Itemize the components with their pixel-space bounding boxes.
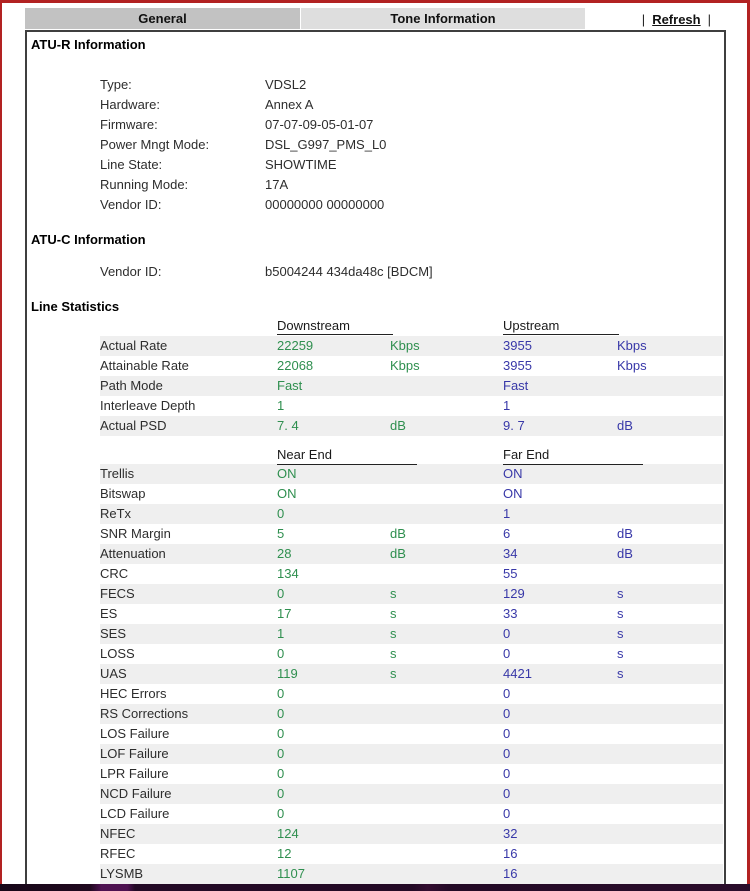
stat-unit-b: s <box>617 626 624 641</box>
stat-unit-b <box>617 864 723 884</box>
stat-unit-b: s <box>617 666 624 681</box>
stat-unit-b: s <box>617 606 624 621</box>
stat-value-a: 1 <box>277 398 285 413</box>
stat-label: RFEC <box>100 846 136 861</box>
far-end-column-header: Far End <box>503 446 723 465</box>
refresh-area <box>635 10 718 30</box>
atuc-info-block <box>27 262 724 282</box>
stat-unit-b <box>617 504 723 524</box>
stat-value-b: 0 <box>503 626 511 641</box>
stat-unit-a <box>390 864 503 884</box>
info-value: VDSL2 <box>265 77 307 92</box>
stat-value-b: 0 <box>503 746 511 761</box>
stat-row <box>100 356 723 376</box>
stat-unit-a: s <box>390 626 397 641</box>
stat-unit-a: s <box>390 666 397 681</box>
stat-value-b: 0 <box>503 766 511 781</box>
stat-row <box>100 644 723 664</box>
stat-unit-a: s <box>390 606 397 621</box>
stat-unit-b <box>617 804 723 824</box>
stat-unit-b <box>617 824 723 844</box>
stat-label: Attenuation <box>100 546 166 561</box>
stat-value-b: 0 <box>503 686 511 701</box>
bottom-bar <box>0 884 750 891</box>
stat-row <box>100 844 723 864</box>
stat-unit-a <box>390 824 503 844</box>
near-far-end-table <box>27 464 724 884</box>
info-label: Hardware: <box>100 97 160 112</box>
stat-label: LYSMB <box>100 866 144 881</box>
stat-unit-b <box>617 396 723 416</box>
stat-label: HEC Errors <box>100 686 167 701</box>
info-value: b5004244 434da48c [BDCM] <box>265 264 433 279</box>
stat-value-b: 55 <box>503 566 518 581</box>
frame-left-border <box>0 3 2 884</box>
stat-row <box>100 824 723 844</box>
upstream-column-header: Upstream <box>503 316 723 336</box>
stat-value-b: 34 <box>503 546 518 561</box>
stat-unit-a <box>390 704 503 724</box>
stat-label: FECS <box>100 586 135 601</box>
stat-unit-a: s <box>390 586 397 601</box>
stat-row <box>100 724 723 744</box>
stat-value-a: 12 <box>277 846 292 861</box>
stat-value-b: Fast <box>503 378 529 393</box>
stat-row <box>100 624 723 644</box>
stat-value-a: 0 <box>277 746 285 761</box>
info-label: Type: <box>100 77 132 92</box>
stat-value-a: 22068 <box>277 358 314 373</box>
stat-row <box>100 784 723 804</box>
stat-value-a: 0 <box>277 726 285 741</box>
stat-unit-b <box>617 784 723 804</box>
stat-value-b: 16 <box>503 846 518 861</box>
stat-value-b: 0 <box>503 726 511 741</box>
stat-label: ES <box>100 606 118 621</box>
stat-label: Path Mode <box>100 378 163 393</box>
stat-unit-b: dB <box>617 546 633 561</box>
stat-unit-b <box>617 844 723 864</box>
stat-unit-a: dB <box>390 418 406 433</box>
stat-unit-a <box>390 396 503 416</box>
stat-value-b: 0 <box>503 806 511 821</box>
stat-value-a: 1 <box>277 626 285 641</box>
table2-header-row <box>100 446 723 464</box>
stat-unit-b: s <box>617 586 624 601</box>
stat-unit-b <box>617 564 723 584</box>
stat-unit-a <box>390 484 503 504</box>
near-end-column-header: Near End <box>277 446 503 465</box>
stat-label: Interleave Depth <box>100 398 196 413</box>
stat-row <box>100 484 723 504</box>
downstream-upstream-table <box>27 336 724 436</box>
info-label: Vendor ID: <box>100 264 162 279</box>
stat-unit-a: Kbps <box>390 358 420 373</box>
stat-value-a: 0 <box>277 786 285 801</box>
stat-unit-a <box>390 744 503 764</box>
stat-value-b: ON <box>503 466 523 481</box>
stat-label: RS Corrections <box>100 706 189 721</box>
stat-label: CRC <box>100 566 129 581</box>
stat-value-b: 32 <box>503 826 518 841</box>
stat-value-a: 1107 <box>277 866 305 881</box>
info-value: 07-07-09-05-01-07 <box>265 117 374 132</box>
info-row <box>100 175 724 195</box>
stat-label: Attainable Rate <box>100 358 189 373</box>
stat-unit-b <box>617 376 723 396</box>
stat-unit-b <box>617 724 723 744</box>
stat-value-b: 6 <box>503 526 511 541</box>
stat-label: ReTx <box>100 506 132 521</box>
stat-unit-a <box>390 504 503 524</box>
info-value: Annex A <box>265 97 314 112</box>
info-value: 17A <box>265 177 289 192</box>
stat-row <box>100 416 723 436</box>
stat-unit-a <box>390 724 503 744</box>
tab-tone-information[interactable]: Tone Information <box>300 8 585 29</box>
stat-row <box>100 396 723 416</box>
stat-unit-b: dB <box>617 418 633 433</box>
stat-label: NCD Failure <box>100 786 172 801</box>
stat-value-a: 17 <box>277 606 292 621</box>
stat-unit-b <box>617 704 723 724</box>
stat-unit-b: dB <box>617 526 633 541</box>
stat-value-a: 134 <box>277 566 299 581</box>
info-label: Power Mngt Mode: <box>100 137 210 152</box>
stat-row <box>100 336 723 356</box>
stat-unit-a: Kbps <box>390 338 420 353</box>
stat-row <box>100 804 723 824</box>
stat-label: NFEC <box>100 826 136 841</box>
stat-row <box>100 704 723 724</box>
stat-value-a: 7. 4 <box>277 418 299 433</box>
stat-unit-a <box>390 464 503 484</box>
stat-value-a: 0 <box>277 686 285 701</box>
stat-label: LCD Failure <box>100 806 170 821</box>
stat-label: LPR Failure <box>100 766 169 781</box>
stat-value-a: 0 <box>277 646 285 661</box>
stat-value-a: 0 <box>277 706 285 721</box>
stat-label: LOF Failure <box>100 746 169 761</box>
stat-value-b: ON <box>503 486 523 501</box>
info-row <box>100 75 724 95</box>
atuc-section-title: ATU-C Information <box>31 232 146 247</box>
stat-value-b: 3955 <box>503 338 532 353</box>
info-row <box>100 115 724 135</box>
stat-unit-a <box>390 376 503 396</box>
stat-row <box>100 544 723 564</box>
info-value: 00000000 00000000 <box>265 197 385 212</box>
content-panel <box>25 30 726 886</box>
downstream-column-header: Downstream <box>277 316 503 336</box>
stat-unit-a: dB <box>390 546 406 561</box>
stat-unit-a <box>390 784 503 804</box>
stat-value-a: 119 <box>277 666 298 681</box>
stat-label: LOS Failure <box>100 726 170 741</box>
stat-value-b: 0 <box>503 786 511 801</box>
stat-unit-a: dB <box>390 526 406 541</box>
atur-info-block <box>27 75 724 215</box>
stat-unit-a <box>390 764 503 784</box>
stat-unit-b: Kbps <box>617 358 647 373</box>
info-value: DSL_G997_PMS_L0 <box>265 137 387 152</box>
stat-unit-a <box>390 564 503 584</box>
stat-row <box>100 664 723 684</box>
stat-value-a: 0 <box>277 766 285 781</box>
info-row <box>100 135 724 155</box>
stat-unit-a <box>390 804 503 824</box>
stat-row <box>100 744 723 764</box>
stat-value-b: 9. 7 <box>503 418 525 433</box>
separator-left: | <box>641 12 646 27</box>
tab-bar <box>25 8 585 29</box>
info-label: Line State: <box>100 157 163 172</box>
stat-value-a: Fast <box>277 378 303 393</box>
stat-value-b: 129 <box>503 586 525 601</box>
stat-row <box>100 504 723 524</box>
stat-unit-a <box>390 844 503 864</box>
stat-value-b: 4421 <box>503 666 532 681</box>
stat-label: UAS <box>100 666 127 681</box>
stat-unit-b <box>617 764 723 784</box>
stat-value-a: 22259 <box>277 338 314 353</box>
info-label: Firmware: <box>100 117 158 132</box>
stat-row <box>100 604 723 624</box>
stat-value-a: 124 <box>277 826 299 841</box>
table1-header-row <box>100 316 723 336</box>
stat-label: Trellis <box>100 466 135 481</box>
tab-general[interactable]: General <box>25 8 300 29</box>
stat-value-b: 3955 <box>503 358 532 373</box>
line-statistics-title: Line Statistics <box>31 299 120 314</box>
stat-value-b: 1 <box>503 398 511 413</box>
stat-unit-a <box>390 684 503 704</box>
stat-label: Actual Rate <box>100 338 168 353</box>
stat-unit-b <box>617 464 723 484</box>
stat-value-b: 0 <box>503 646 511 661</box>
stat-value-a: 0 <box>277 586 285 601</box>
separator-right: | <box>707 12 711 27</box>
info-value: SHOWTIME <box>265 157 337 172</box>
stat-row <box>100 376 723 396</box>
frame-top-border <box>0 0 750 3</box>
info-label: Vendor ID: <box>100 197 162 212</box>
atur-section-title: ATU-R Information <box>31 37 146 52</box>
stat-row <box>100 584 723 604</box>
stat-value-b: 0 <box>503 706 511 721</box>
info-row <box>100 195 724 215</box>
info-row <box>100 95 724 115</box>
stat-value-a: 0 <box>277 806 285 821</box>
stat-label: Actual PSD <box>100 418 167 433</box>
stat-row <box>100 464 723 484</box>
stat-unit-b: Kbps <box>617 338 647 353</box>
info-label: Running Mode: <box>100 177 189 192</box>
stat-row <box>100 764 723 784</box>
stat-unit-b <box>617 684 723 704</box>
stat-value-a: ON <box>277 466 297 481</box>
stat-unit-b: s <box>617 646 624 661</box>
stat-unit-a: s <box>390 646 397 661</box>
stat-value-a: 5 <box>277 526 285 541</box>
stat-row <box>100 684 723 704</box>
stat-row <box>100 524 723 544</box>
info-row <box>100 155 724 175</box>
stat-row <box>100 864 723 884</box>
stat-unit-b <box>617 484 723 504</box>
stat-value-a: 28 <box>277 546 292 561</box>
stat-label: SES <box>100 626 127 641</box>
stat-value-b: 1 <box>503 506 511 521</box>
info-row <box>100 262 724 282</box>
refresh-link[interactable]: Refresh <box>652 12 701 27</box>
stat-value-a: ON <box>277 486 297 501</box>
stat-row <box>100 564 723 584</box>
stat-value-a: 0 <box>277 506 285 521</box>
stat-value-b: 16 <box>503 866 518 881</box>
stat-unit-b <box>617 744 723 764</box>
stat-value-b: 33 <box>503 606 518 621</box>
stat-label: SNR Margin <box>100 526 171 541</box>
stat-label: Bitswap <box>100 486 146 501</box>
stat-label: LOSS <box>100 646 135 661</box>
